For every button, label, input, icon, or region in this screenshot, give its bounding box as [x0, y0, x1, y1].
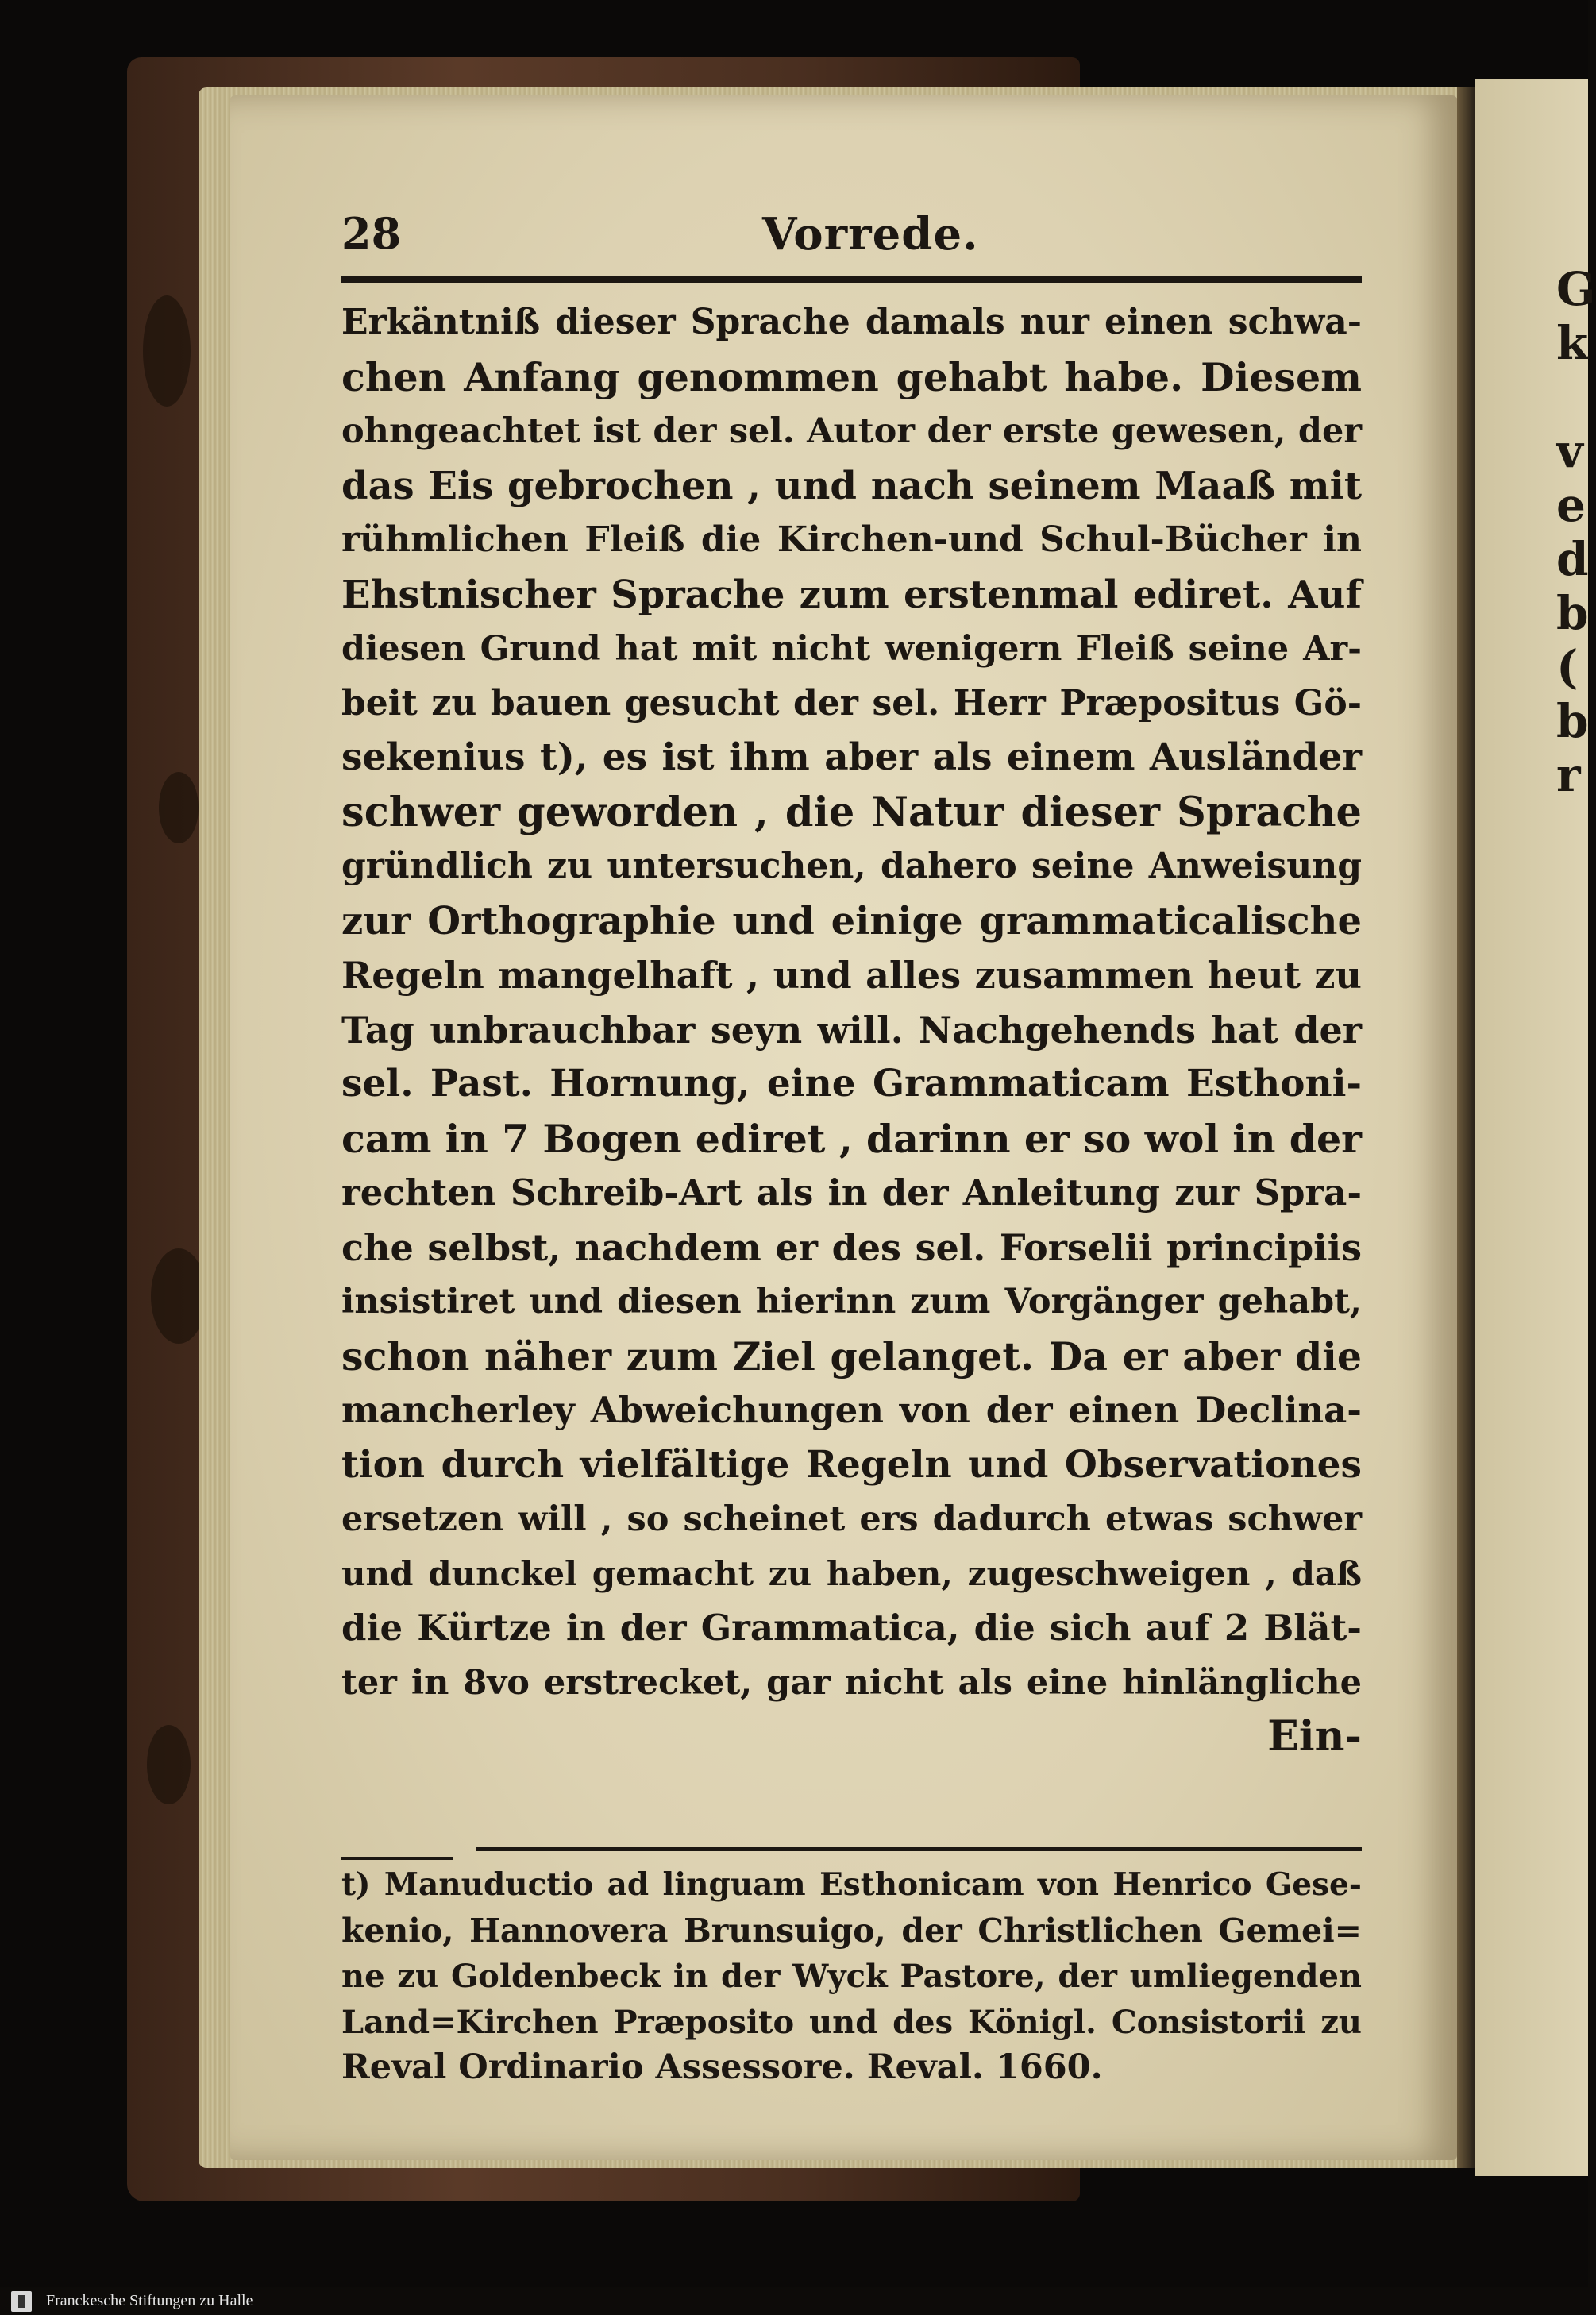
- body-line: tion durch vielfältige Regeln und Observationes: [341, 1442, 1362, 1487]
- footer-institution: Franckesche Stiftungen zu Halle: [46, 2292, 253, 2309]
- body-line: Regeln mangelhaft , und alles zusammen heut zu: [341, 954, 1362, 997]
- body-line: die Kürtze in der Grammatica, die sich auf 2 Blät-: [341, 1607, 1362, 1649]
- running-title: Vorrede.: [762, 208, 979, 260]
- body-line: ter in 8vo erstrecket, gar nicht als eine hinlängliche: [341, 1662, 1362, 1703]
- body-line: mancherley Abweichungen von der einen Declina-: [341, 1389, 1362, 1431]
- body-line: und dunckel gemacht zu haben, zugeschweigen , daß: [341, 1553, 1362, 1593]
- body-line: schon näher zum Ziel gelanget. Da er aber die: [341, 1333, 1362, 1379]
- footnote-line: Reval Ordinario Assessore. Reval. 1660.: [341, 2047, 1103, 2087]
- body-line: Erkäntniß dieser Sprache damals nur einen schwa-: [341, 302, 1362, 342]
- body-line: Ehstnischer Sprache zum erstenmal ediret. Auf: [341, 572, 1362, 617]
- body-line: insistiret und diesen hierinn zum Vorgänger gehabt,: [341, 1282, 1362, 1321]
- footnote-line: Land=Kirchen Præposito und des Königl. Consistorii zu: [341, 2003, 1362, 2041]
- body-line: das Eis gebrochen , und nach seinem Maaß mit: [341, 463, 1362, 508]
- institution-logo-icon: [11, 2291, 32, 2312]
- body-line: rechten Schreib-Art als in der Anleitung zur Spra-: [341, 1171, 1362, 1213]
- body-line: Tag unbrauchbar seyn will. Nachgehends hat der: [341, 1008, 1362, 1051]
- body-line: chen Anfang genommen gehabt habe. Diesem: [341, 353, 1362, 400]
- body-line: rühmlichen Fleiß die Kirchen-und Schul-Bücher in: [341, 519, 1362, 560]
- footnote-line: kenio, Hannovera Brunsuigo, der Christlichen Gemei=: [341, 1911, 1362, 1950]
- book-gutter: [1457, 87, 1475, 2168]
- footer-bar: [0, 2287, 1588, 2315]
- body-line: schwer geworden , die Natur dieser Sprache: [341, 788, 1362, 836]
- header-rule: [341, 276, 1362, 283]
- footnote-line: ne zu Goldenbeck in der Wyck Pastore, der umliegenden: [341, 1958, 1362, 1995]
- body-line: diesen Grund hat mit nicht wenigern Fleiß seine Ar-: [341, 629, 1362, 669]
- footnote-rule: [476, 1847, 1362, 1851]
- body-line: che selbst, nachdem er des sel. Forselii principiis: [341, 1225, 1362, 1269]
- body-line: cam in 7 Bogen ediret , darinn er so wol in der: [341, 1115, 1362, 1162]
- footnote-line: t) Manuductio ad linguam Esthonicam von Henrico Gese-: [341, 1866, 1362, 1903]
- body-line: sekenius t), es ist ihm aber als einem Ausländer: [341, 735, 1362, 779]
- body-line: gründlich zu untersuchen, dahero seine Anweisung: [341, 846, 1362, 886]
- footnote: [341, 1862, 1362, 2091]
- page-header: [341, 208, 1362, 264]
- body-line: zur Orthographie und einige grammaticalische: [341, 898, 1362, 943]
- body-line: sel. Past. Hornung, eine Grammaticam Esthoni-: [341, 1062, 1362, 1105]
- body-line: ohngeachtet ist der sel. Autor der erste gewesen, der: [341, 411, 1362, 451]
- footnote-rule-short: [341, 1857, 453, 1860]
- body-line: ersetzen will , so scheinet ers dadurch etwas schwer: [341, 1499, 1362, 1539]
- facing-page-letters: G k v e d b ( b r: [1556, 262, 1596, 802]
- body-line: beit zu bauen gesucht der sel. Herr Præpositus Gö-: [341, 682, 1362, 723]
- body-text: [341, 295, 1362, 1765]
- body-line: Ein-: [1267, 1712, 1362, 1761]
- page-number: 28: [341, 208, 402, 259]
